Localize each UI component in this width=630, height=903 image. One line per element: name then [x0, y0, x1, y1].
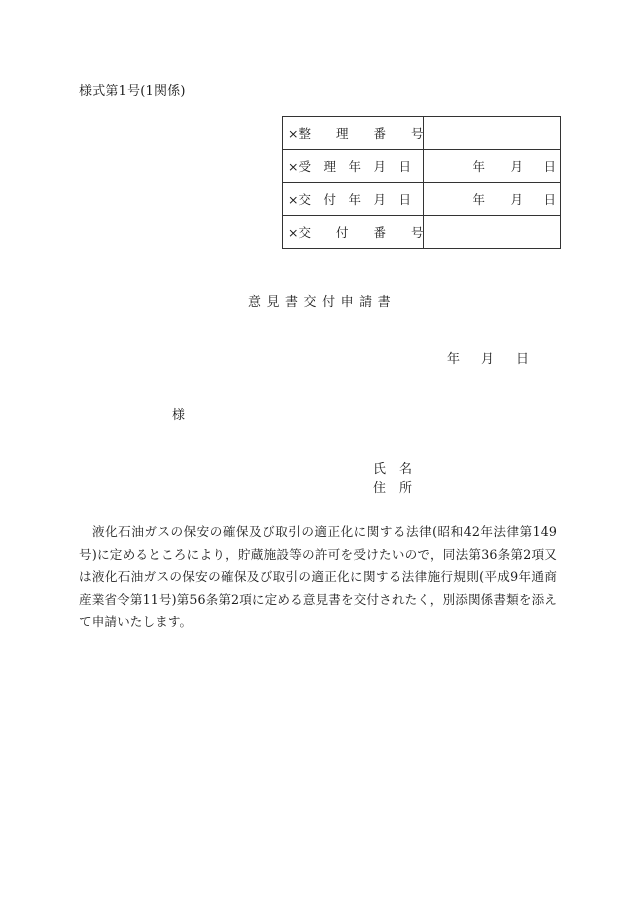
title-character: 交 — [303, 295, 317, 310]
field-value-issue-number[interactable] — [424, 216, 561, 249]
title-character: 書 — [285, 295, 299, 310]
month-label: 月 — [510, 159, 523, 174]
document-title — [248, 291, 402, 310]
title-character: 付 — [322, 295, 336, 310]
field-value-received-date[interactable] — [424, 150, 561, 183]
title-character: 意 — [248, 295, 262, 310]
field-label-received-date: ×受 理 年 月 日 — [283, 150, 424, 183]
applicant-name-label: 氏 名 — [373, 462, 413, 477]
form-number: 様式第1号(1関係) — [79, 84, 186, 99]
day-label: 日 — [543, 192, 556, 207]
application-day-label: 日 — [516, 352, 530, 367]
application-body-text: 液化石油ガスの保安の確保及び取引の適正化に関する法律(昭和42年法律第149号)に定めるところにより，貯蔵施設等の許可を受けたいので，同法第36条第2項又は液化石油ガスの保安の確保及び取引の適正化に関する法律施行規則(平成9年通商産業省令第11号)第56条第2項に定める意見書を交付されたく，別添関係書類を添えて申請いたします。 — [79, 524, 557, 630]
field-label-reference-number: ×整 理 番 号 — [283, 117, 424, 150]
application-month-label: 月 — [481, 352, 495, 367]
application-year-label: 年 — [447, 352, 461, 367]
applicant-address-label: 住 所 — [373, 481, 413, 496]
year-label: 年 — [472, 192, 485, 207]
title-character: 申 — [340, 295, 354, 310]
field-label-issue-date: ×交 付 年 月 日 — [283, 183, 424, 216]
table-row — [283, 183, 561, 216]
field-value-issue-date[interactable] — [424, 183, 561, 216]
field-value-reference-number[interactable] — [424, 117, 561, 150]
addressee-suffix: 様 — [172, 408, 186, 423]
title-character: 請 — [359, 295, 373, 310]
title-character: 書 — [377, 295, 391, 310]
table-row — [283, 117, 561, 150]
year-label: 年 — [472, 159, 485, 174]
table-row — [283, 150, 561, 183]
title-character: 見 — [266, 295, 280, 310]
field-label-issue-number: ×交 付 番 号 — [283, 216, 424, 249]
table-row — [283, 216, 561, 249]
month-label: 月 — [510, 192, 523, 207]
office-use-table — [282, 116, 561, 249]
day-label: 日 — [543, 159, 556, 174]
